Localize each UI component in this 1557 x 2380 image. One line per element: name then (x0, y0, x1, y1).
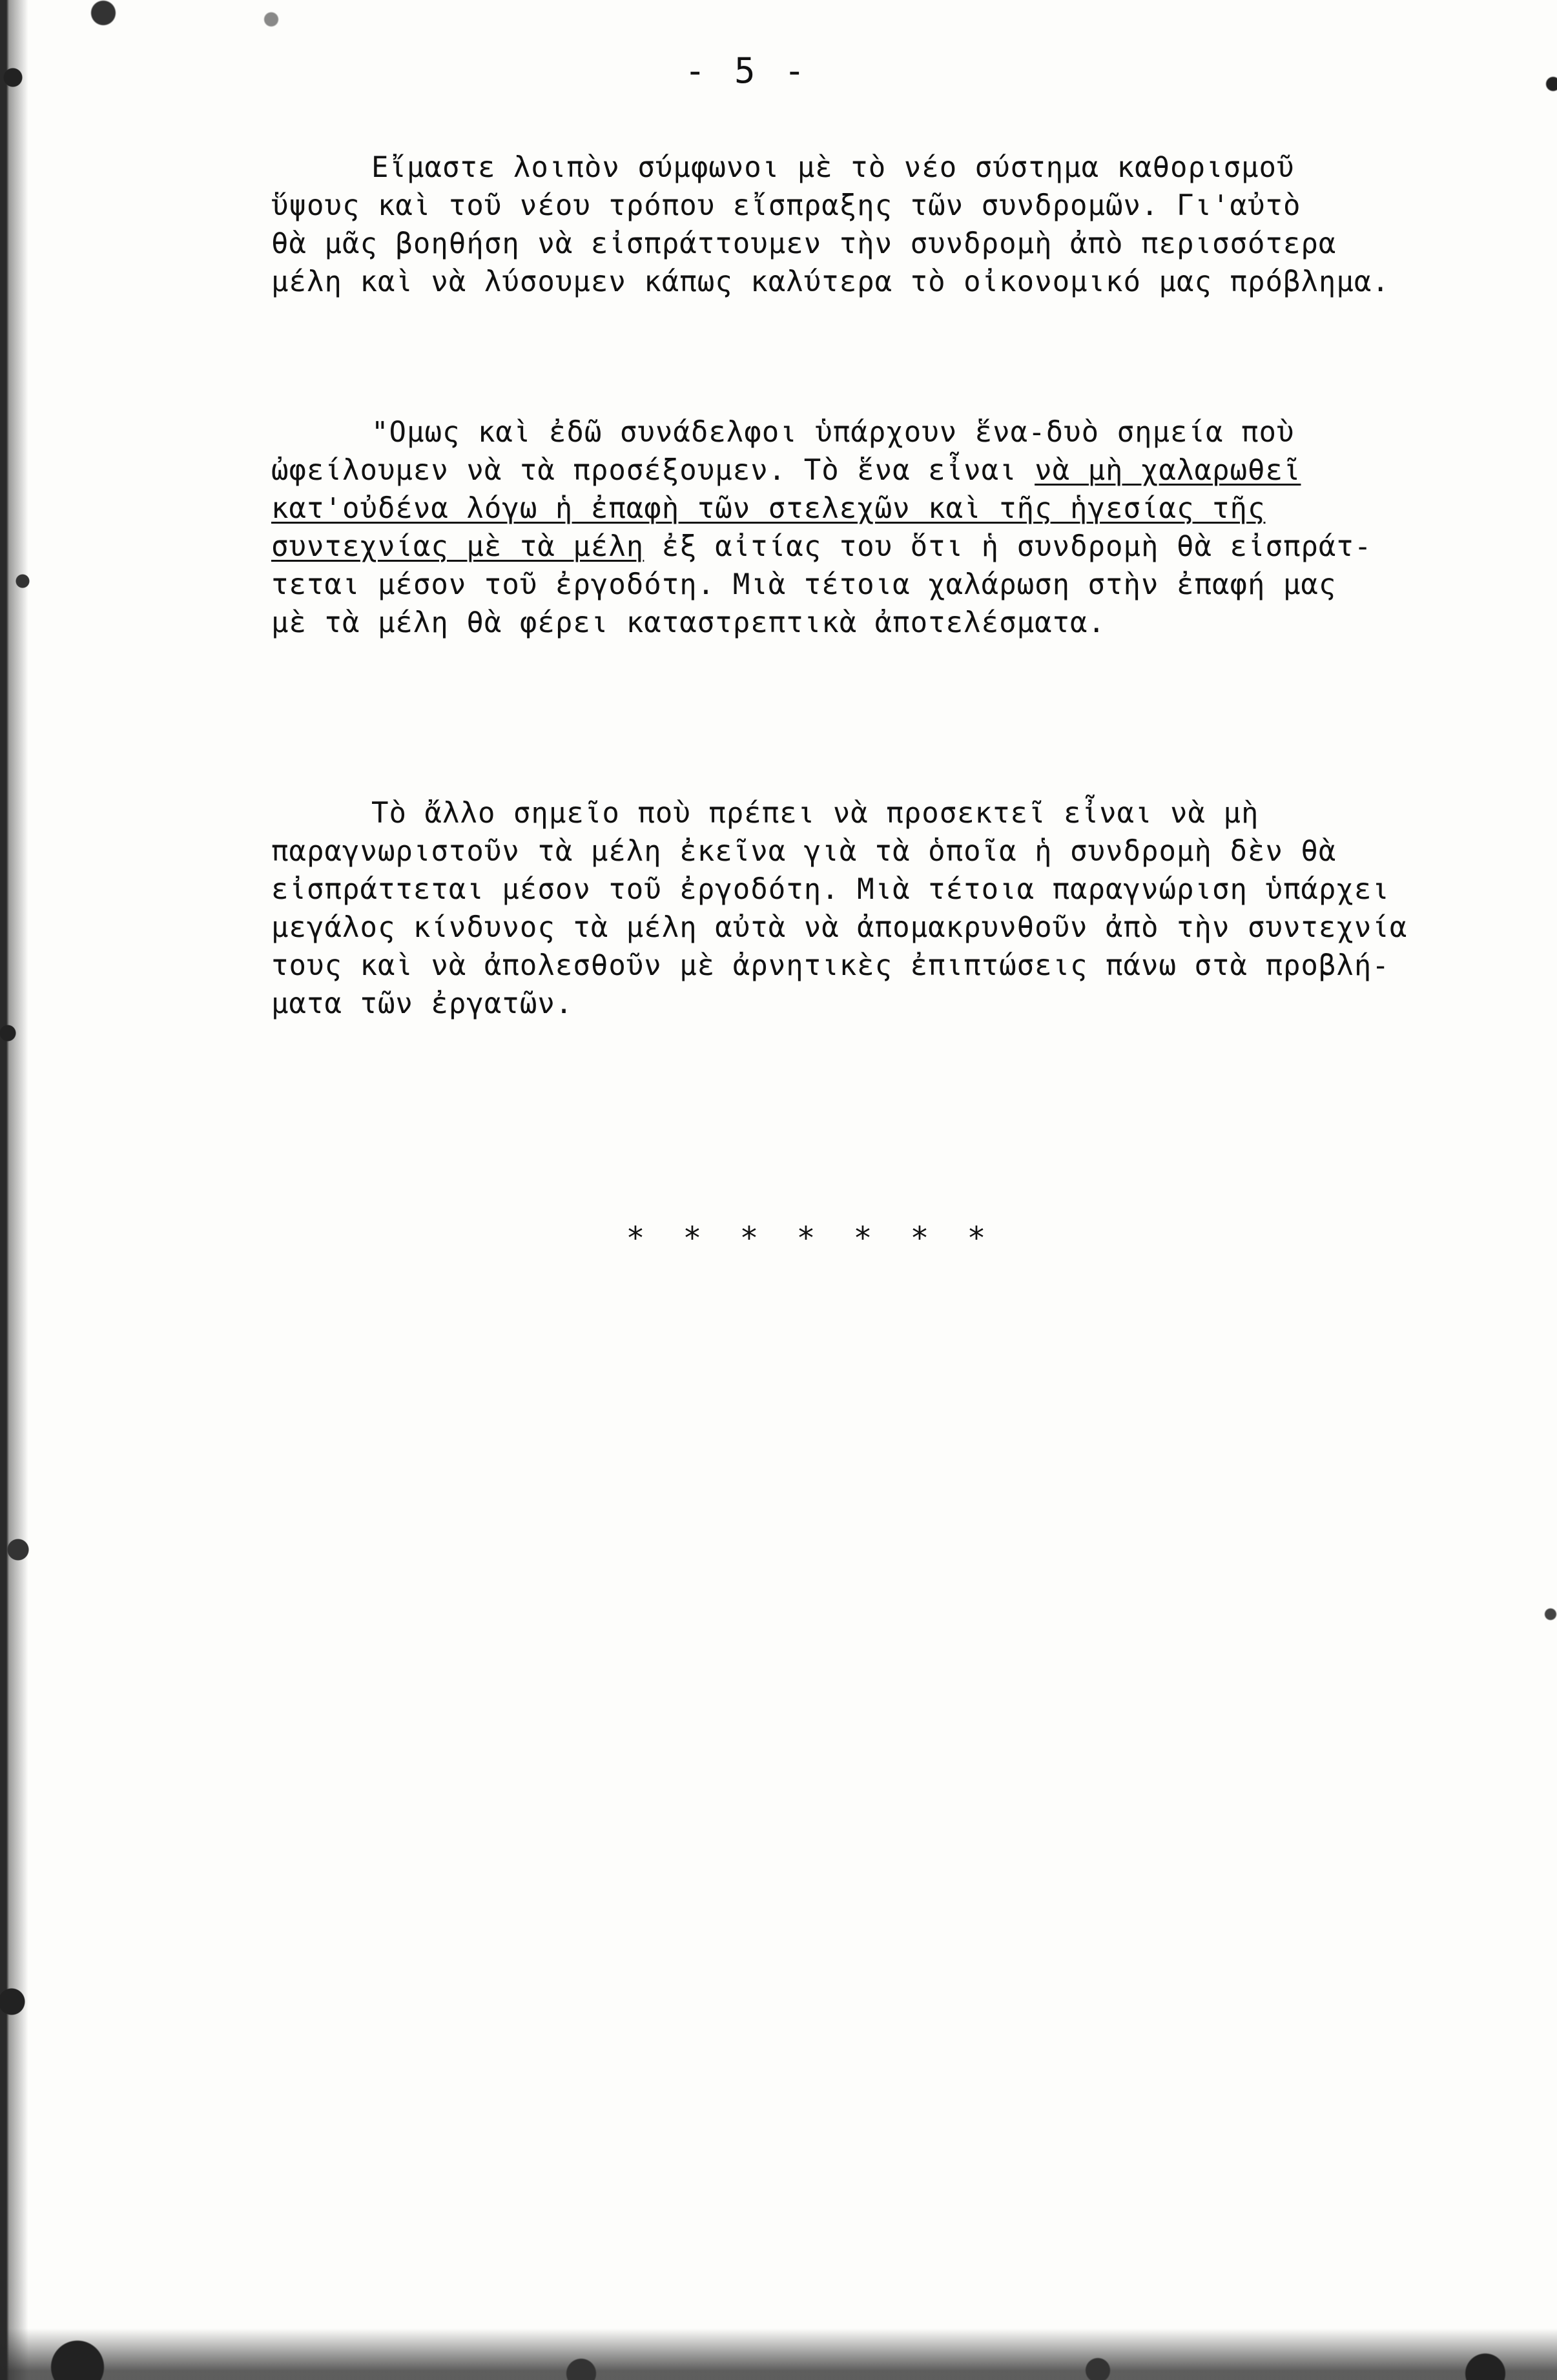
separator-star: * (910, 1220, 929, 1257)
text-line (271, 149, 1524, 187)
separator-star: * (683, 1220, 702, 1257)
text-line (271, 604, 1524, 642)
text-line (271, 413, 1524, 451)
text-line (271, 794, 1524, 832)
section-separator (607, 1220, 1005, 1257)
text-line (271, 263, 1524, 301)
text-line (271, 187, 1524, 225)
text-segment: μέλη καὶ νὰ λύσουμεν κάπως καλύτερα τὸ οἰκονομικό μας πρόβλημα. (271, 265, 1390, 298)
paragraph-3 (271, 794, 1524, 1023)
scan-noise-right-edge (1538, 0, 1557, 2380)
text-line (271, 832, 1524, 870)
text-line (271, 947, 1524, 985)
scan-noise-top (0, 0, 1557, 39)
text-segment: ἐξ αἰτίας του ὅτι ἡ συνδρομὴ θὰ εἰσπράτ- (644, 530, 1372, 563)
text-segment: "Ομως καὶ ἐδῶ συνάδελφοι ὑπάρχουν ἕνα-δυὸ σημεία ποὺ (371, 416, 1295, 449)
text-line (271, 225, 1524, 263)
separator-star: * (853, 1220, 872, 1257)
text-segment: ὠφείλουμεν νὰ τὰ προσέξουμεν. Τὸ ἕνα εἶναι (271, 454, 1035, 487)
text-segment: ματα τῶν ἐργατῶν. (271, 987, 573, 1020)
underlined-text: κατ'οὐδένα λόγω ἡ ἐπαφὴ τῶν στελεχῶν καὶ τῆς ἡγεσίας τῆς (271, 492, 1266, 525)
text-segment: εἰσπράττεται μέσον τοῦ ἐργοδότη. Μιὰ τέτοια παραγνώριση ὑπάρχει (271, 873, 1390, 906)
text-line (271, 528, 1524, 566)
separator-star: * (739, 1220, 759, 1257)
page-number: - 5 - (685, 50, 809, 91)
text-segment: μεγάλος κίνδυνος τὰ μέλη αὐτὰ νὰ ἀπομακρυνθοῦν ἀπὸ τὴν συντεχνία (271, 911, 1408, 944)
text-line (271, 489, 1524, 528)
text-line (271, 985, 1524, 1023)
text-segment: τους καὶ νὰ ἀπολεσθοῦν μὲ ἀρνητικὲς ἐπιπτώσεις πάνω στὰ προβλή- (271, 949, 1390, 982)
text-line (271, 908, 1524, 947)
separator-star: * (796, 1220, 816, 1257)
text-segment: μὲ τὰ μέλη θὰ φέρει καταστρεπτικὰ ἀποτελέσματα. (271, 606, 1106, 639)
text-line (271, 870, 1524, 908)
separator-star: * (626, 1220, 645, 1257)
paragraph-2 (271, 413, 1524, 642)
text-line (271, 566, 1524, 604)
text-segment: θὰ μᾶς βοηθήση νὰ εἰσπράττουμεν τὴν συνδρομὴ ἀπὸ περισσότερα (271, 227, 1337, 260)
underlined-text: συντεχνίας μὲ τὰ μέλη (271, 530, 644, 563)
separator-star: * (967, 1220, 986, 1257)
text-segment: Τὸ ἄλλο σημεῖο ποὺ πρέπει νὰ προσεκτεῖ εἶναι νὰ μὴ (371, 797, 1259, 830)
paragraph-1 (271, 149, 1524, 301)
text-segment: ὕψους καὶ τοῦ νέου τρόπου εἴσπραξης τῶν συνδρομῶν. Γι'αὐτὸ (271, 189, 1301, 222)
text-segment: παραγνωριστοῦν τὰ μέλη ἐκεῖνα γιὰ τὰ ὁποῖα ἡ συνδρομὴ δὲν θὰ (271, 835, 1337, 868)
text-segment: τεται μέσον τοῦ ἐργοδότη. Μιὰ τέτοια χαλάρωση στὴν ἐπαφή μας (271, 568, 1337, 601)
text-line (271, 451, 1524, 489)
scan-noise-left-edge (0, 0, 39, 2380)
scan-noise-bottom-edge (0, 2309, 1557, 2380)
underlined-text: νὰ μὴ χαλαρωθεῖ (1035, 454, 1301, 487)
text-segment: Εἴμαστε λοιπὸν σύμφωνοι μὲ τὸ νέο σύστημα καθορισμοῦ (371, 151, 1295, 184)
